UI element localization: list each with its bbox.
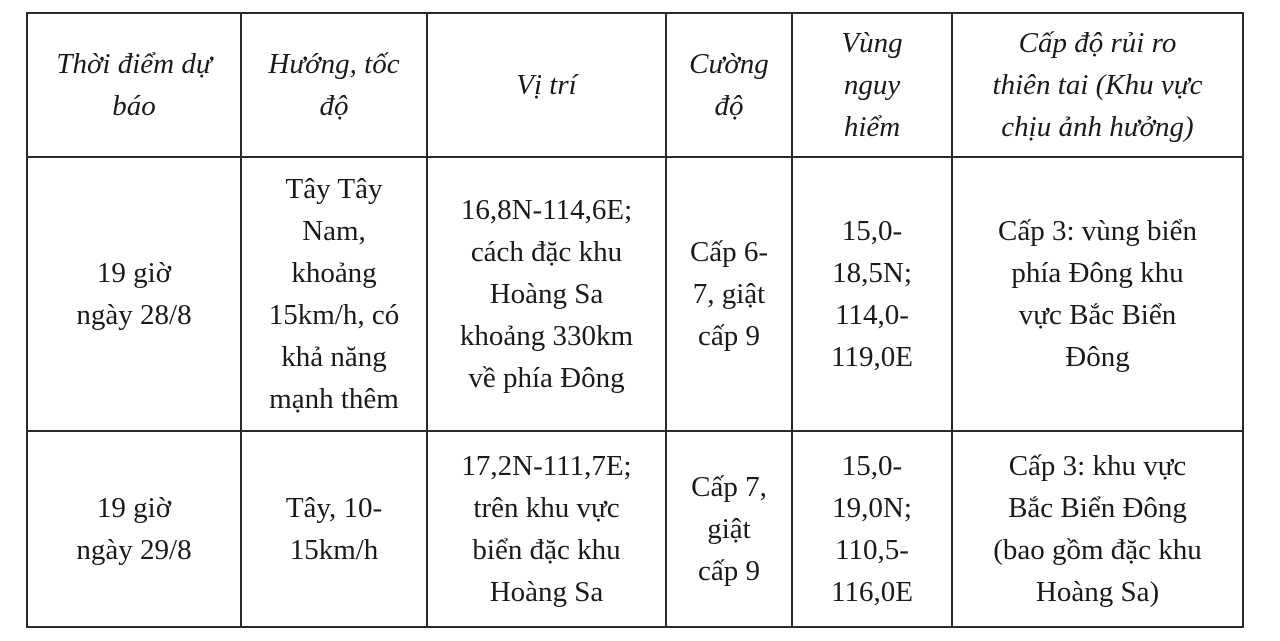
header-row bbox=[27, 13, 1243, 157]
cell-intensity: Cấp 7, giật cấp 9 bbox=[666, 431, 792, 627]
cell-danger-zone: 15,0- 19,0N; 110,5- 116,0E bbox=[792, 431, 952, 627]
header-intensity: Cường độ bbox=[666, 13, 792, 157]
header-danger-zone: Vùng nguy hiểm bbox=[792, 13, 952, 157]
cell-forecast-time: 19 giờ ngày 29/8 bbox=[27, 431, 241, 627]
cell-risk-level: Cấp 3: khu vực Bắc Biển Đông (bao gồm đặc khu Hoàng Sa) bbox=[952, 431, 1243, 627]
forecast-table bbox=[26, 12, 1244, 628]
cell-risk-level: Cấp 3: vùng biển phía Đông khu vực Bắc Biển Đông bbox=[952, 157, 1243, 431]
cell-position: 17,2N-111,7E; trên khu vực biển đặc khu Hoàng Sa bbox=[427, 431, 666, 627]
cell-intensity: Cấp 6- 7, giật cấp 9 bbox=[666, 157, 792, 431]
header-position: Vị trí bbox=[427, 13, 666, 157]
header-forecast-time: Thời điểm dự báo bbox=[27, 13, 241, 157]
table-row bbox=[27, 157, 1243, 431]
cell-direction-speed: Tây, 10- 15km/h bbox=[241, 431, 427, 627]
cell-danger-zone: 15,0- 18,5N; 114,0- 119,0E bbox=[792, 157, 952, 431]
table-row bbox=[27, 431, 1243, 627]
cell-forecast-time: 19 giờ ngày 28/8 bbox=[27, 157, 241, 431]
cell-position: 16,8N-114,6E; cách đặc khu Hoàng Sa khoảng 330km về phía Đông bbox=[427, 157, 666, 431]
cell-direction-speed: Tây Tây Nam, khoảng 15km/h, có khả năng mạnh thêm bbox=[241, 157, 427, 431]
header-risk-level: Cấp độ rủi ro thiên tai (Khu vực chịu ảnh hưởng) bbox=[952, 13, 1243, 157]
header-direction-speed: Hướng, tốc độ bbox=[241, 13, 427, 157]
